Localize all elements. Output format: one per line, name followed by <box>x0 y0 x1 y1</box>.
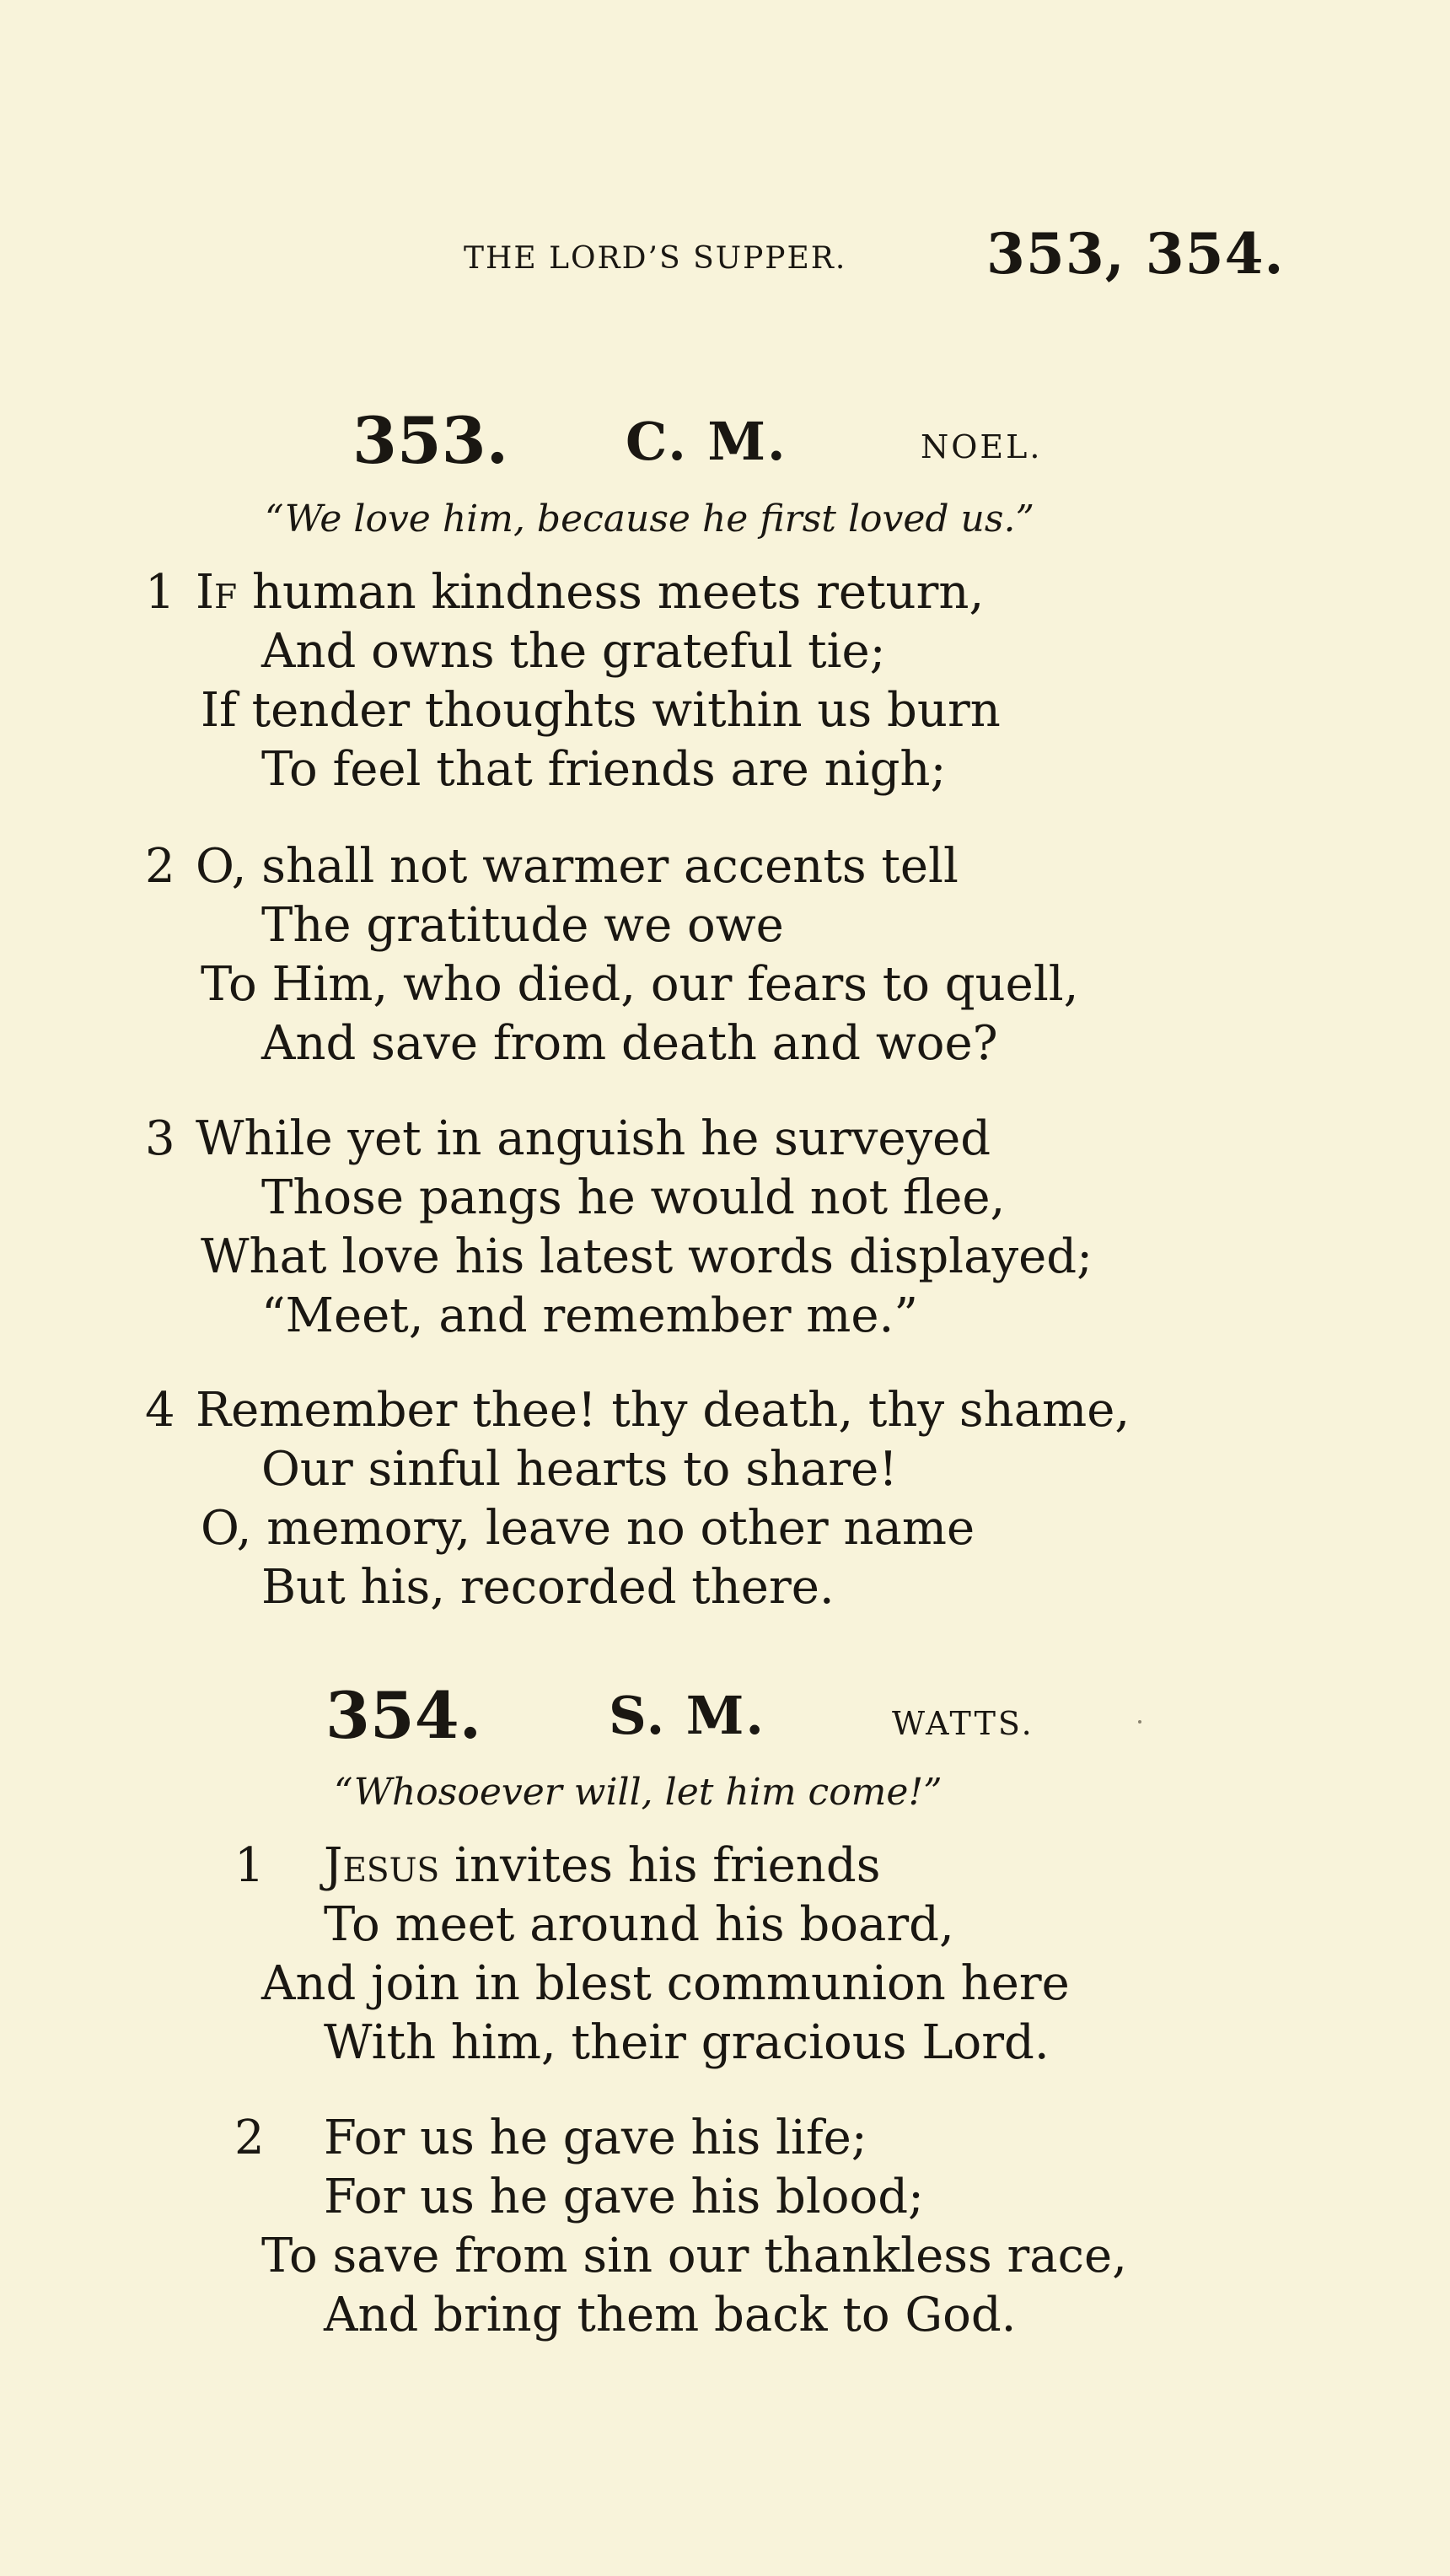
verse-line: To Him, who died, our fears to quell, <box>201 957 1079 1012</box>
verse-line: If tender thoughts within us burn <box>201 683 1001 738</box>
verse-line: But his, recorded there. <box>261 1560 835 1615</box>
verse-first-line <box>234 1838 880 1893</box>
verse-line: The gratitude we owe <box>261 898 784 953</box>
print-speck <box>1138 1720 1141 1724</box>
verse-number: 3 <box>145 1111 175 1166</box>
verse-number: 2 <box>145 839 175 894</box>
hymn-tune: NOEL. <box>921 428 1043 465</box>
verse-first-line <box>145 565 984 620</box>
verse-number: 2 <box>234 2111 265 2165</box>
hymn-tune: WATTS. <box>892 1705 1034 1742</box>
hymn-epigraph: “Whosoever will, let him come!” <box>334 1771 943 1814</box>
verse-initial-word: If <box>196 565 238 620</box>
verse-line: To save from sin our thankless race, <box>261 2229 1127 2283</box>
verse-line: For us he gave his blood; <box>324 2170 924 2224</box>
verse-line: With him, their gracious Lord. <box>324 2015 1050 2070</box>
verse-line: Our sinful hearts to share! <box>261 1442 898 1497</box>
verse-line: What love his latest words displayed; <box>201 1229 1093 1284</box>
verse-line: And owns the grateful tie; <box>261 624 886 679</box>
verse-line: O, memory, leave no other name <box>201 1501 975 1556</box>
verse-line-text: Remember thee! thy death, thy shame, <box>196 1383 1130 1438</box>
verse-first-line <box>234 2111 867 2165</box>
hymn-epigraph: “We love him, because he first loved us.” <box>265 497 1034 540</box>
verse-line: Those pangs he would not flee, <box>261 1170 1006 1225</box>
verse-line: And bring them back to God. <box>324 2288 1017 2342</box>
hymn-meter: S. M. <box>609 1685 765 1746</box>
verse-number: 1 <box>145 565 175 620</box>
verse-first-line <box>145 1111 991 1166</box>
verse-initial-word: Jesus <box>324 1838 440 1893</box>
verse-number: 1 <box>234 1838 265 1893</box>
verse-first-line <box>145 1383 1130 1438</box>
verse-line: To feel that friends are nigh; <box>261 742 947 797</box>
verse-line-text: human kindness meets return, <box>237 565 985 620</box>
hymn-number: 353. <box>352 403 509 478</box>
running-title: THE LORD’S SUPPER. <box>464 241 847 276</box>
hymn-number: 354. <box>325 1678 482 1753</box>
verse-first-line <box>145 839 959 894</box>
verse-number: 4 <box>145 1383 175 1438</box>
verse-line: To meet around his board, <box>324 1897 954 1952</box>
verse-line-text: For us he gave his life; <box>324 2111 867 2165</box>
verse-line-text: O, shall not warmer accents tell <box>196 839 959 894</box>
verse-line: And save from death and woe? <box>261 1016 998 1071</box>
verse-line: And join in blest communion here <box>261 1956 1070 2011</box>
verse-line: “Meet, and remember me.” <box>261 1288 918 1343</box>
hymn-meter: C. M. <box>626 411 787 472</box>
running-hymn-numbers: 353, 354. <box>986 221 1285 287</box>
verse-line-text: While yet in anguish he surveyed <box>196 1111 991 1166</box>
verse-line-text: invites his friends <box>439 1838 881 1893</box>
